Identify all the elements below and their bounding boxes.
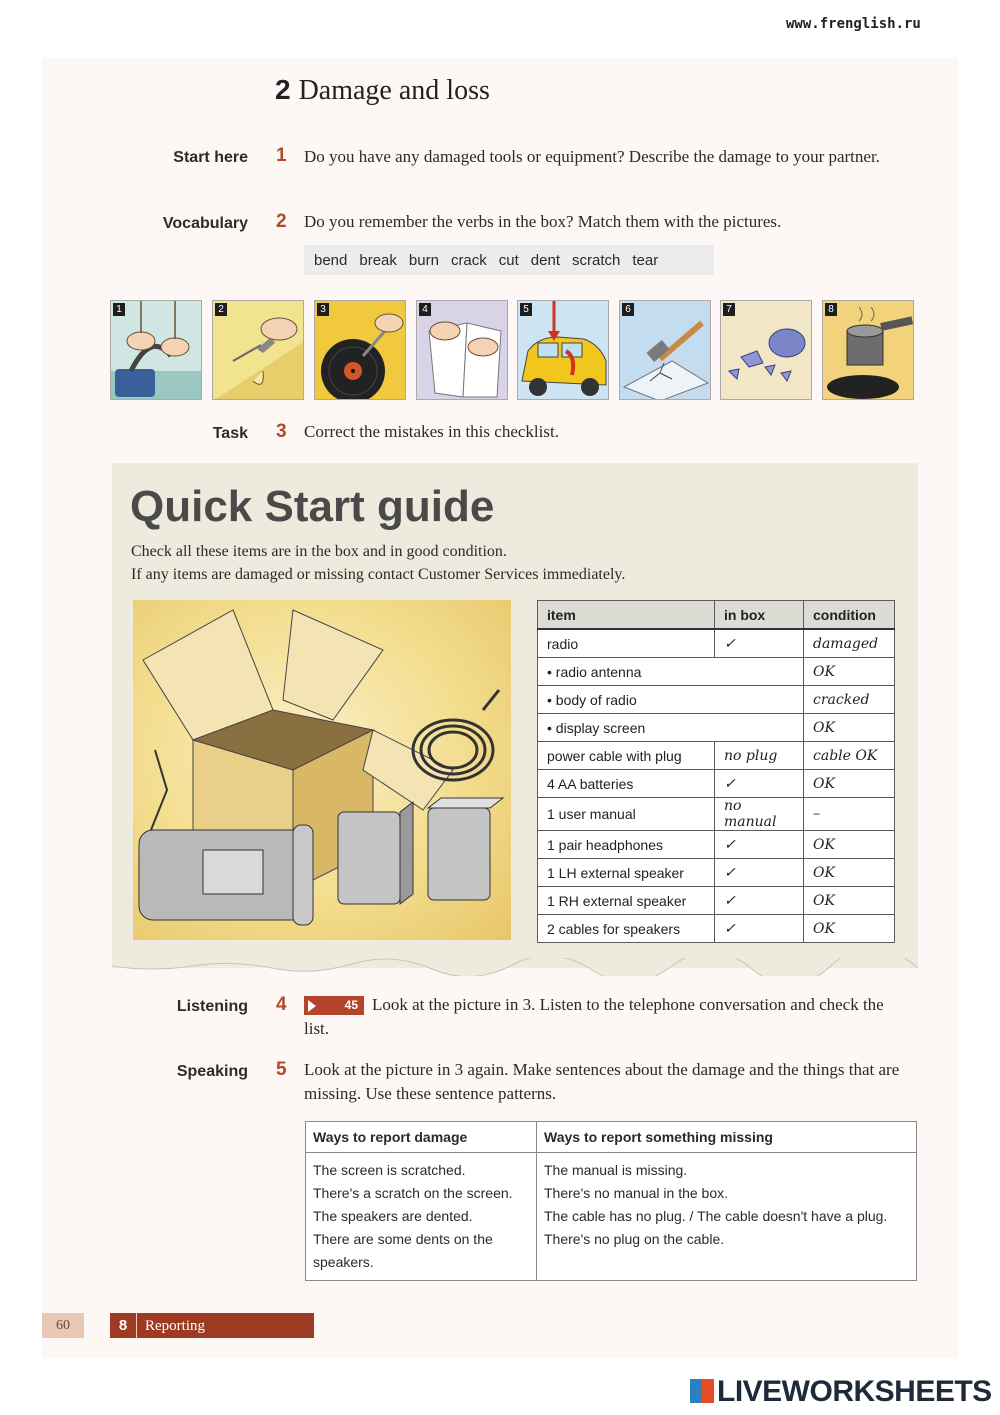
logo-icon: [690, 1379, 714, 1403]
verb-tear: tear: [632, 251, 659, 269]
missing-sentence: There's no manual in the box.: [544, 1185, 729, 1201]
torn-edge: [112, 958, 918, 976]
verb-cut: cut: [498, 251, 519, 269]
verb-bend: bend: [314, 251, 348, 269]
row-condition: damaged: [804, 629, 895, 658]
row-condition: OK: [804, 831, 895, 859]
picture-8-number: 8: [825, 303, 837, 316]
picture-6: [619, 300, 711, 400]
row-in-box: ✓: [715, 887, 804, 915]
brand-name: LIVEWORKSHEETS: [717, 1375, 992, 1408]
row-condition: OK: [804, 658, 895, 686]
missing-patterns: [537, 1153, 917, 1281]
checklist-header-row: [538, 601, 895, 630]
picture-7: [720, 300, 812, 400]
table-row: [538, 714, 895, 742]
table-row: [538, 859, 895, 887]
row-item: power cable with plug: [538, 742, 715, 770]
row-condition: OK: [804, 887, 895, 915]
label-speaking: Speaking: [176, 1063, 248, 1080]
patterns-header-row: [306, 1122, 917, 1153]
table-row: [538, 742, 895, 770]
table-row: [538, 770, 895, 798]
label-vocabulary: Vocabulary: [162, 215, 248, 232]
guide-title: Quick Start guide: [130, 482, 495, 531]
damage-sentence: There's a scratch on the screen.: [313, 1185, 513, 1201]
verb-break: break: [359, 251, 397, 269]
row-item: 1 user manual: [538, 798, 715, 831]
exercise-number-3: 3: [276, 421, 287, 442]
audio-track-number: 45: [344, 998, 358, 1012]
row-in-box: no plug: [715, 742, 804, 770]
picture-2: [212, 300, 304, 400]
row-condition: OK: [804, 859, 895, 887]
table-row: [538, 915, 895, 943]
row-item: • radio antenna: [538, 658, 804, 686]
picture-4-number: 4: [419, 303, 431, 316]
exercise-number-4: 4: [276, 994, 287, 1015]
package-contents-illustration: [133, 600, 511, 940]
table-row: [538, 629, 895, 658]
picture-2-number: 2: [215, 303, 227, 316]
row-condition: OK: [804, 915, 895, 943]
missing-sentence: The manual is missing.: [544, 1162, 688, 1178]
header-item: item: [538, 601, 715, 630]
header-report-missing: Ways to report something missing: [537, 1122, 917, 1153]
exercise-5-text: Look at the picture in 3 again. Make sentences about the damage and the things that are missing. Use these sentence patterns.: [304, 1060, 900, 1103]
row-item: • body of radio: [538, 686, 804, 714]
row-in-box: ✓: [715, 629, 804, 658]
row-item: 1 pair headphones: [538, 831, 715, 859]
open-box-icon: [133, 600, 511, 940]
table-row: [538, 887, 895, 915]
verb-crack: crack: [450, 251, 487, 269]
table-row: [538, 686, 895, 714]
row-condition: OK: [804, 714, 895, 742]
damage-sentence: The speakers are dented.: [313, 1208, 473, 1224]
picture-7-number: 7: [723, 303, 735, 316]
guide-line-1: Check all these items are in the box and in good condition.: [131, 543, 507, 560]
row-item: 4 AA batteries: [538, 770, 715, 798]
liveworksheets-logo: [690, 1375, 992, 1409]
row-in-box: ✓: [715, 770, 804, 798]
verb-scratch: scratch: [572, 251, 621, 269]
table-row: [538, 798, 895, 831]
picture-3-number: 3: [317, 303, 329, 316]
damage-sentence: There are some dents on the speakers.: [313, 1231, 493, 1270]
unit-title: Reporting: [145, 1318, 205, 1334]
damage-sentence: The screen is scratched.: [313, 1162, 466, 1178]
unit-footer: [110, 1313, 314, 1338]
row-item: 2 cables for speakers: [538, 915, 715, 943]
guide-instructions: [131, 540, 625, 586]
table-row: [538, 658, 895, 686]
label-listening: Listening: [176, 998, 248, 1015]
row-condition: cracked: [804, 686, 895, 714]
picture-4: [416, 300, 508, 400]
verb-dent: dent: [530, 251, 560, 269]
section-title-text: Damage and loss: [298, 75, 490, 106]
missing-sentence: The cable has no plug. / The cable doesn't have a plug.: [544, 1208, 888, 1224]
exercise-number-5: 5: [276, 1059, 287, 1080]
header-report-damage: Ways to report damage: [306, 1122, 537, 1153]
verb-burn: burn: [408, 251, 439, 269]
unit-number: 8: [110, 1313, 137, 1338]
guide-line-2: If any items are damaged or missing contact Customer Services immediately.: [131, 566, 626, 583]
row-in-box: no manual: [715, 798, 804, 831]
patterns-body-row: [306, 1153, 917, 1281]
exercise-3-text: Correct the mistakes in this checklist.: [304, 422, 559, 441]
row-condition: cable OK: [804, 742, 895, 770]
table-row: [538, 831, 895, 859]
row-item: • display screen: [538, 714, 804, 742]
row-item: 1 RH external speaker: [538, 887, 715, 915]
row-in-box: ✓: [715, 915, 804, 943]
header-in-box: in box: [715, 601, 804, 630]
picture-5: [517, 300, 609, 400]
row-condition: OK: [804, 770, 895, 798]
verb-box: [304, 245, 714, 275]
section-title: [275, 74, 490, 107]
picture-5-number: 5: [520, 303, 532, 316]
picture-1-number: 1: [113, 303, 125, 316]
header-condition: condition: [804, 601, 895, 630]
exercise-2-text: Do you remember the verbs in the box? Match them with the pictures.: [304, 212, 782, 231]
missing-sentence: There's no plug on the cable.: [544, 1231, 725, 1247]
picture-3: [314, 300, 406, 400]
damage-patterns: [306, 1153, 537, 1281]
row-in-box: ✓: [715, 859, 804, 887]
row-item: radio: [538, 629, 715, 658]
row-in-box: ✓: [715, 831, 804, 859]
exercise-4-text: Look at the picture in 3. Listen to the telephone conversation and check the list.: [304, 995, 884, 1038]
label-start-here: Start here: [173, 149, 248, 166]
section-number: 2: [275, 74, 291, 105]
picture-8: [822, 300, 914, 400]
row-item: 1 LH external speaker: [538, 859, 715, 887]
exercise-1-text: Do you have any damaged tools or equipment? Describe the damage to your partner.: [304, 147, 880, 166]
site-url: www.frenglish.ru: [786, 16, 921, 32]
checklist-table: [537, 600, 895, 943]
row-condition: –: [804, 798, 895, 831]
page-number: 60: [42, 1313, 84, 1338]
picture-6-number: 6: [622, 303, 634, 316]
picture-1: [110, 300, 202, 400]
label-task: Task: [212, 425, 248, 442]
exercise-number-1: 1: [276, 145, 287, 166]
exercise-number-2: 2: [276, 211, 287, 232]
sentence-patterns-table: [305, 1121, 917, 1281]
